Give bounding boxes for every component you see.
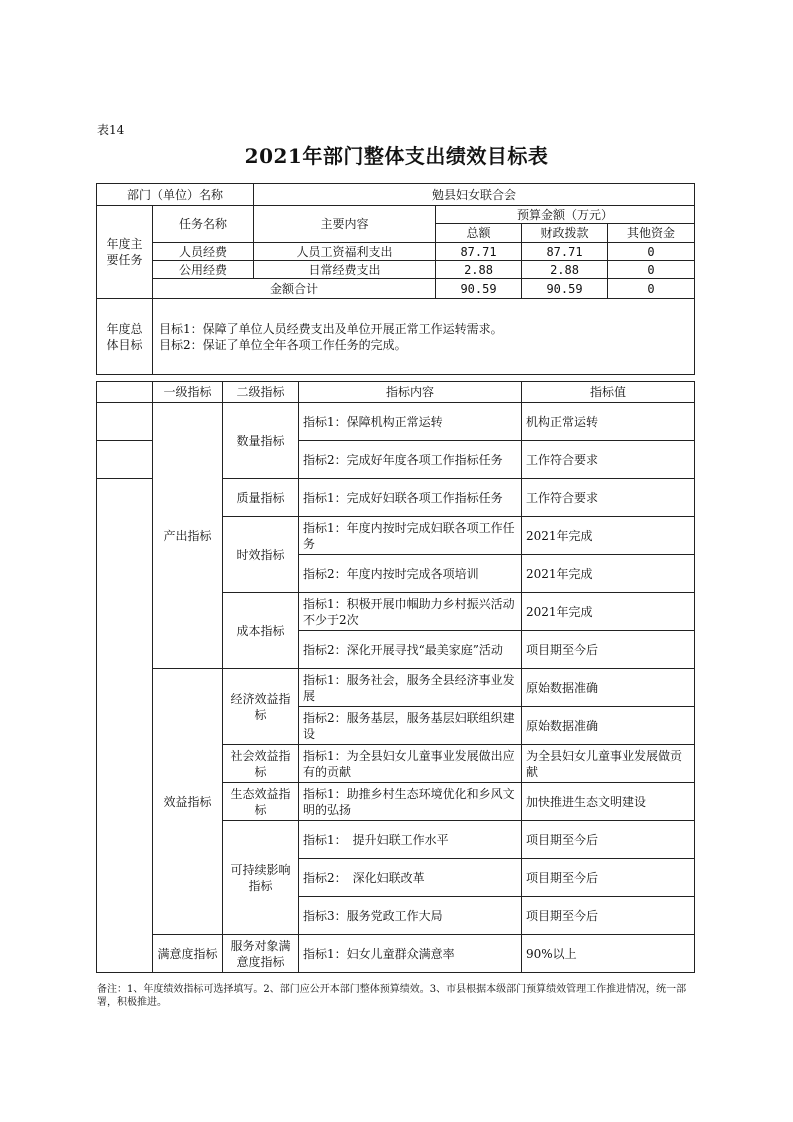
indicator-value: 机构正常运转: [522, 403, 695, 441]
indicator-value: 为全县妇女儿童事业发展做贡献: [522, 745, 695, 783]
indicator-value: 90%以上: [522, 935, 695, 973]
indicator-content: 指标1：年度内按时完成妇联各项工作任务: [299, 517, 522, 555]
blank-cell: [97, 441, 153, 479]
value-header: 指标值: [522, 382, 695, 403]
output-indicator: 产出指标: [153, 403, 223, 669]
indicator-value: 2021年完成: [522, 517, 695, 555]
task-content: 日常经费支出: [254, 261, 436, 279]
indicator-table: [96, 381, 695, 973]
indicator-value: 2021年完成: [522, 555, 695, 593]
indicator-value: 项目期至今后: [522, 897, 695, 935]
indicator-value: 项目期至今后: [522, 821, 695, 859]
indicator-content: 指标1： 提升妇联工作水平: [299, 821, 522, 859]
sum-total: 90.59: [436, 279, 522, 299]
indicator-value: 项目期至今后: [522, 859, 695, 897]
unit-row: [97, 184, 695, 206]
indicator-value: 工作符合要求: [522, 441, 695, 479]
indicator-content: 指标2：深化开展寻找“最美家庭”活动: [299, 631, 522, 669]
tasks-section-label: 年度主要任务: [97, 206, 153, 299]
indicator-content: 指标2：年度内按时完成各项培训: [299, 555, 522, 593]
indicator-value: 加快推进生态文明建设: [522, 783, 695, 821]
indicator-content: 指标1：为全县妇女儿童事业发展做出应有的贡献: [299, 745, 522, 783]
blank-cell: [97, 403, 153, 441]
level1-header: 一级指标: [153, 382, 223, 403]
level2-header: 二级指标: [223, 382, 299, 403]
ecological-indicator: 生态效益指标: [223, 783, 299, 821]
goals-text: [153, 299, 695, 375]
indicator-content: 指标1：完成好妇联各项工作指标任务: [299, 479, 522, 517]
table-row: [97, 403, 695, 441]
satisfaction-indicator: 满意度指标: [153, 935, 223, 973]
page-title: 2021年部门整体支出绩效目标表: [244, 144, 549, 168]
table-row: [97, 243, 695, 261]
task-name: 公用经费: [153, 261, 254, 279]
indicator-content: 指标2：完成好年度各项工作指标任务: [299, 441, 522, 479]
effect-indicator: 效益指标: [153, 669, 223, 935]
content-header: 指标内容: [299, 382, 522, 403]
task-header-row: [97, 206, 695, 224]
task-other: 0: [608, 243, 695, 261]
indicator-value: 工作符合要求: [522, 479, 695, 517]
economic-indicator: 经济效益指标: [223, 669, 299, 745]
footnote: 备注：1、年度绩效指标可选择填写。2、部门应公开本部门整体预算绩效。3、市县根据本级部门预算绩效管理工作推进情况，统一部署，积极推进。: [97, 984, 687, 1008]
task-content: 人员工资福利支出: [254, 243, 436, 261]
indicator-content: 指标1：服务社会，服务全县经济事业发展: [299, 669, 522, 707]
indicator-content: 指标3：服务党政工作大局: [299, 897, 522, 935]
table-row: [97, 935, 695, 973]
task-fiscal: 2.88: [522, 261, 608, 279]
social-indicator: 社会效益指标: [223, 745, 299, 783]
indicator-content: 指标2： 深化妇联改革: [299, 859, 522, 897]
other-header: 其他资金: [608, 224, 695, 243]
sum-fiscal: 90.59: [522, 279, 608, 299]
goals-section-label: 年度总体目标: [97, 299, 153, 375]
table-number: 表14: [97, 123, 125, 137]
task-other: 0: [608, 261, 695, 279]
fiscal-header: 财政拨款: [522, 224, 608, 243]
indicator-content: 指标1：积极开展巾帼助力乡村振兴活动不少于2次: [299, 593, 522, 631]
indicator-header-row: [97, 382, 695, 403]
task-fiscal: 87.71: [522, 243, 608, 261]
sum-other: 0: [608, 279, 695, 299]
timeliness-indicator: 时效指标: [223, 517, 299, 593]
indicator-value: 2021年完成: [522, 593, 695, 631]
task-total: 87.71: [436, 243, 522, 261]
indicator-content: 指标1：保障机构正常运转: [299, 403, 522, 441]
budget-header: 预算金额（万元）: [436, 206, 695, 224]
sum-row: [97, 279, 695, 299]
table-row: [97, 261, 695, 279]
blank-cell: [97, 382, 153, 403]
indicator-content: 指标1：妇女儿童群众满意率: [299, 935, 522, 973]
table-row: [97, 669, 695, 707]
cost-indicator: 成本指标: [223, 593, 299, 669]
indicator-value: 项目期至今后: [522, 631, 695, 669]
task-name-header: 任务名称: [153, 206, 254, 243]
indicator-content: 指标2：服务基层，服务基层妇联组织建设: [299, 707, 522, 745]
indicator-value: 原始数据准确: [522, 669, 695, 707]
sum-label: 金额合计: [153, 279, 436, 299]
goal-1: 目标1：保障了单位人员经费支出及单位开展正常工作运转需求。: [159, 321, 503, 336]
indicator-content: 指标1：助推乡村生态环境优化和乡风文明的弘扬: [299, 783, 522, 821]
blank-cell: [97, 479, 153, 973]
indicator-value: 原始数据准确: [522, 707, 695, 745]
budget-table: [96, 183, 695, 375]
task-total: 2.88: [436, 261, 522, 279]
unit-name: 勉县妇女联合会: [254, 184, 695, 206]
task-name: 人员经费: [153, 243, 254, 261]
total-header: 总额: [436, 224, 522, 243]
service-satisfaction-indicator: 服务对象满意度指标: [223, 935, 299, 973]
goals-row: [97, 299, 695, 375]
task-content-header: 主要内容: [254, 206, 436, 243]
unit-label: 部门（单位）名称: [97, 184, 254, 206]
goal-2: 目标2：保证了单位全年各项工作任务的完成。: [159, 337, 407, 352]
sustain-indicator: 可持续影响指标: [223, 821, 299, 935]
quantity-indicator: 数量指标: [223, 403, 299, 479]
quality-indicator: 质量指标: [223, 479, 299, 517]
